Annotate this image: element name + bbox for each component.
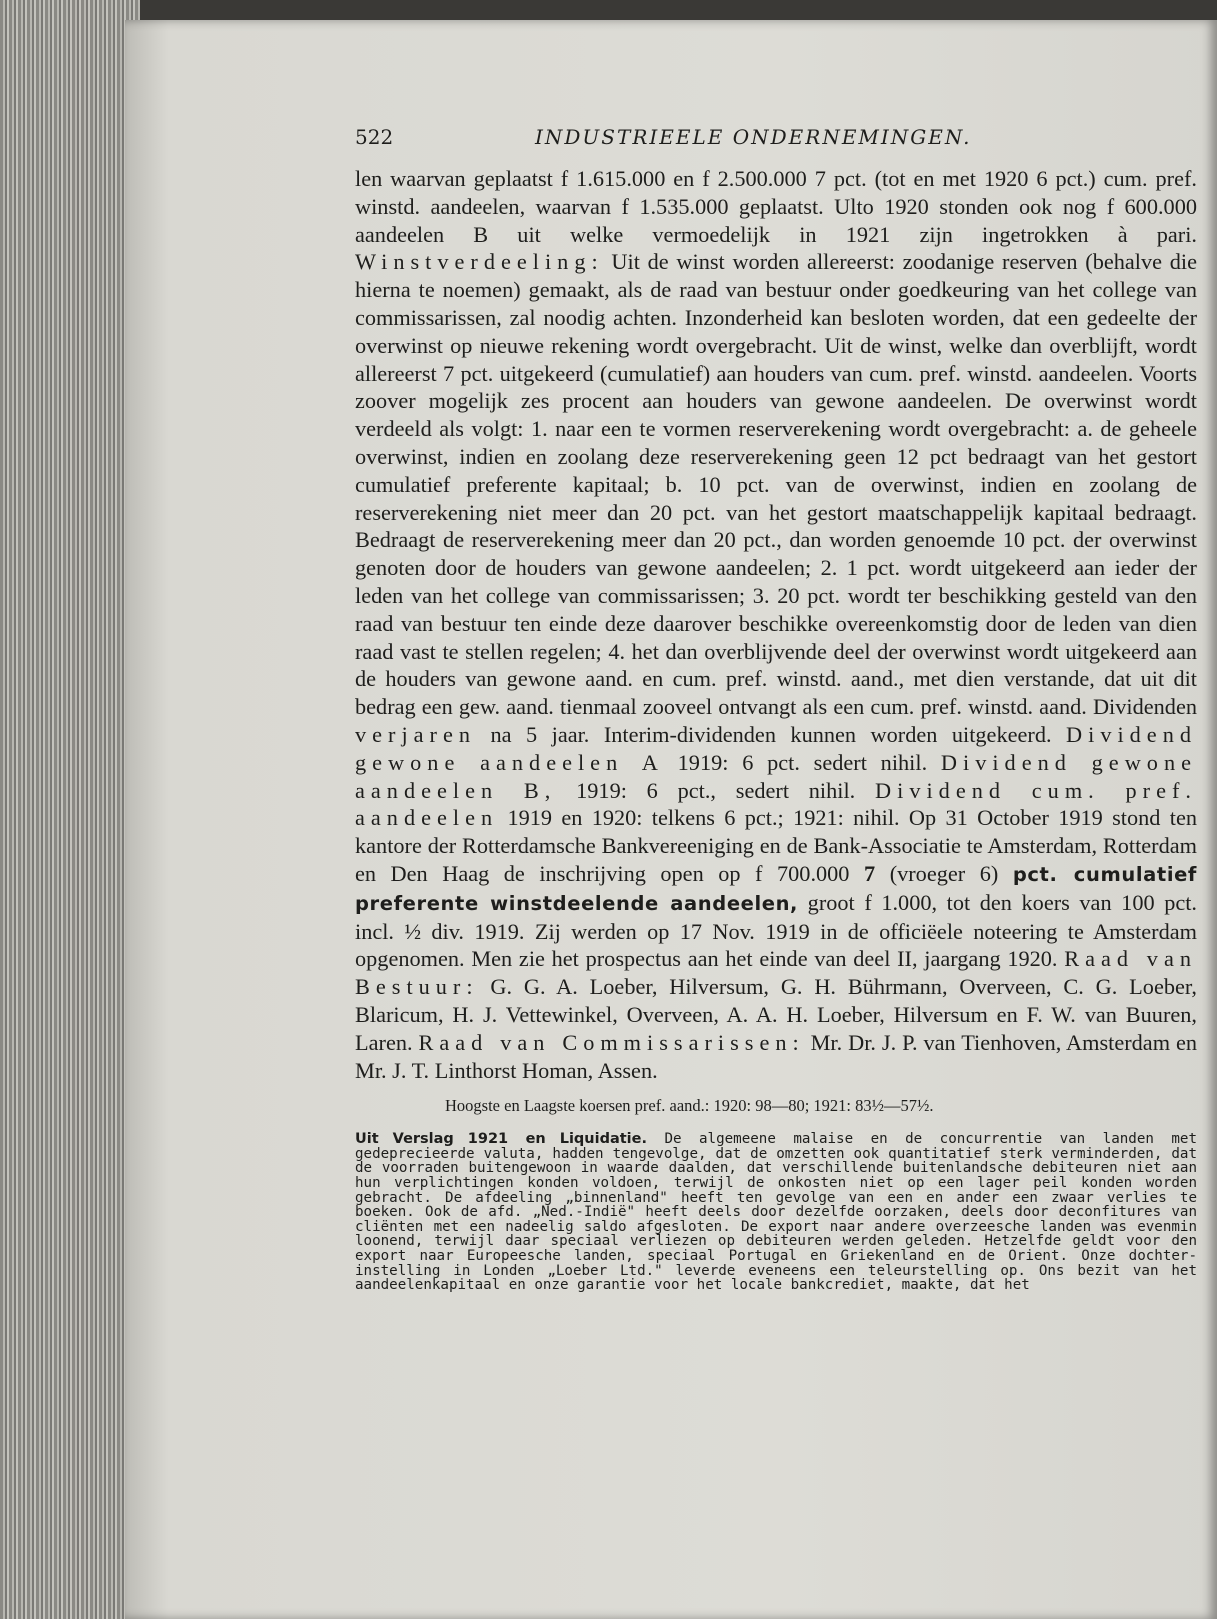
bold-seven: 7: [864, 860, 876, 886]
text-segment: (vroeger 6): [889, 860, 999, 886]
spaced-heading-dividend-cum: Dividend cum. pref. aandeelen: [355, 777, 1197, 831]
spaced-heading-bestuur: Raad van Bestuur:: [355, 946, 1197, 1000]
page-number: 522: [355, 125, 394, 149]
document-page: [125, 20, 1217, 1619]
book-page-edges: [0, 0, 140, 1619]
annual-report-paragraph: [355, 1132, 1197, 1293]
spaced-heading-winstverdeeling: Winstverdeeling:: [355, 249, 604, 275]
page-content: [355, 125, 1197, 1293]
spaced-heading-verjaren: verjaren: [355, 721, 477, 747]
running-title: INDUSTRIEELE ONDERNEMINGEN.: [535, 125, 972, 149]
body-paragraph: [355, 165, 1197, 1084]
report-text: De algemeene malaise en de concurrentie van landen met gedeprecieerde valuta, hadden tengevolge, dat de omzetten ook quantitatief sterk verminderden, dat de voorraden buitengewoon in waarde daalden, dat verschillende buitenlandsche debiteuren niet aan hun verplichtingen konden voldoen, terwijl de onkosten niet op een lager peil konden worden gebracht. De afdeeling „binnenland" heeft ten gevolge van een en ander een zwaar verlies te boeken. Ook de afd. „Ned.-Indië" heeft deels door dezelfde oorzaken, deels door deconfitures van cliënten met een nadeelig saldo afgesloten. De export naar andere overzeesche landen was evenmin loonend, terwijl daar speciaal verliezen op debiteuren werden geleden. Hetzelfde geldt voor den export naar Europeesche landen, speciaal Portugal en Griekenland en de Orient. Onze dochter-instelling in Londen „Loeber Ltd." leverde eveneens een teleurstelling op. Ons bezit van het aandeelenkapitaal en onze garantie voor het locale bankcrediet, maakte, dat het: [355, 1131, 1198, 1294]
price-range-line: Hoogste en Laagste koersen pref. aand.: 1920: 98—80; 1921: 83½—57½.: [445, 1096, 934, 1116]
spaced-heading-dividend-b: Dividend gewone aandeelen B,: [355, 749, 1197, 803]
text-segment: G. G. A. Loeber, Hilversum, G. H. Bührmann, Overveen, C. G. Loeber, Blaricum, H. J. Vettewinkel, Overveen, A. A. H. Loeber, Hilversum en F. W. van Buuren, Laren.: [355, 974, 1197, 1055]
text-segment: 1919: 6 pct. sedert nihil.: [677, 749, 928, 775]
text-segment: Mr. Dr. J. P. van Tienhoven, Amsterdam en Mr. J. T. Linthorst Homan, Assen.: [355, 1029, 1197, 1083]
text-segment: na 5 jaar. Interim-dividenden kunnen worden uitgekeerd.: [490, 721, 1052, 747]
text-segment: Uit de winst worden allereerst: zoodanige reserven (behalve die hierna te noemen) gemaakt, als de raad van bestuur onder goedkeuring van het college van commissarissen, zal noodig achten. Inzonderheid kan besloten worden, dat een gedeelte der overwinst op nieuwe rekening wordt overgebracht. Uit de winst, welke dan overblijft, wordt allereerst 7 pct. uitgekeerd (cumulatief) aan houders van cum. pref. winstd. aandeelen. Voorts zoover mogelijk zes procent aan houders van gewone aandeelen. De overwinst wordt verdeeld als volgt: 1. naar een te vormen reserverekening wordt overgebracht: a. de geheele overwinst, indien en zoolang deze reserverekening geen 12 pct bedraagt van het gestort cumulatief preferente kapitaal; b. 10 pct. van de overwinst, indien en zoolang de reserverekening niet meer dan 20 pct. van het gestort maatschappelijk kapitaal bedraagt. Bedraagt de reserverekening meer dan 20 pct., dan worden genoemde 10 pct. der overwinst genoten door de houders van gewone aandeelen; 2. 1 pct. wordt uitgekeerd aan ieder der leden van het college van commissarissen; 3. 20 pct. wordt ter beschikking gesteld van den raad van bestuur ten einde deze daarover beschikke overeenkomstig door de leden van dien raad vast te stellen regelen; 4. het dan overblijvende deel der overwinst wordt uitgekeerd aan de houders van gewone aand. en cum. pref. winstd. aand., met dien verstande, dat uit dit bedrag een gew. aand. tienmaal zooveel ontvangt als een cum. pref. winstd. aand. Dividenden: [355, 249, 1197, 720]
report-heading-rest: en Liquidatie.: [525, 1131, 648, 1148]
text-segment: groot f 1.000, tot den koers van 100 pct. incl. ½ div. 1919. Zij werden op 17 Nov. 1919 in de officiëele noteering te Amsterdam opgenomen. Men zie het prospectus aan het einde van deel II, jaargang 1920.: [355, 889, 1198, 972]
text-segment: 1919: 6 pct., sedert nihil.: [576, 777, 856, 803]
spaced-heading-commissarissen: Raad van Commissarissen:: [418, 1029, 805, 1055]
page-header: [355, 125, 1197, 165]
bold-share-type: pct. cumulatief preferente winstdeelende aandeelen,: [355, 862, 1198, 915]
report-heading: Uit Verslag 1921: [355, 1131, 509, 1148]
text-segment: len waarvan geplaatst f 1.615.000 en f 2.500.000 7 pct. (tot en met 1920 6 pct.) cum. pref. winstd. aandeelen, waarvan f 1.535.000 geplaatst. Ulto 1920 stonden ook nog f 600.000 aandeelen B uit welke vermoedelijk in 1921 zijn ingetrokken à pari.: [355, 166, 1197, 247]
spaced-heading-dividend-a: Dividend gewone aandeelen A: [355, 721, 1197, 775]
text-segment: 1919 en 1920: telkens 6 pct.; 1921: nihil. Op 31 October 1919 stond ten kantore der Rotterdamsche Bankvereeniging en de Bank-Associatie te Amsterdam, Rotterdam en Den Haag de inschrijving open op f 700.000: [355, 805, 1197, 886]
